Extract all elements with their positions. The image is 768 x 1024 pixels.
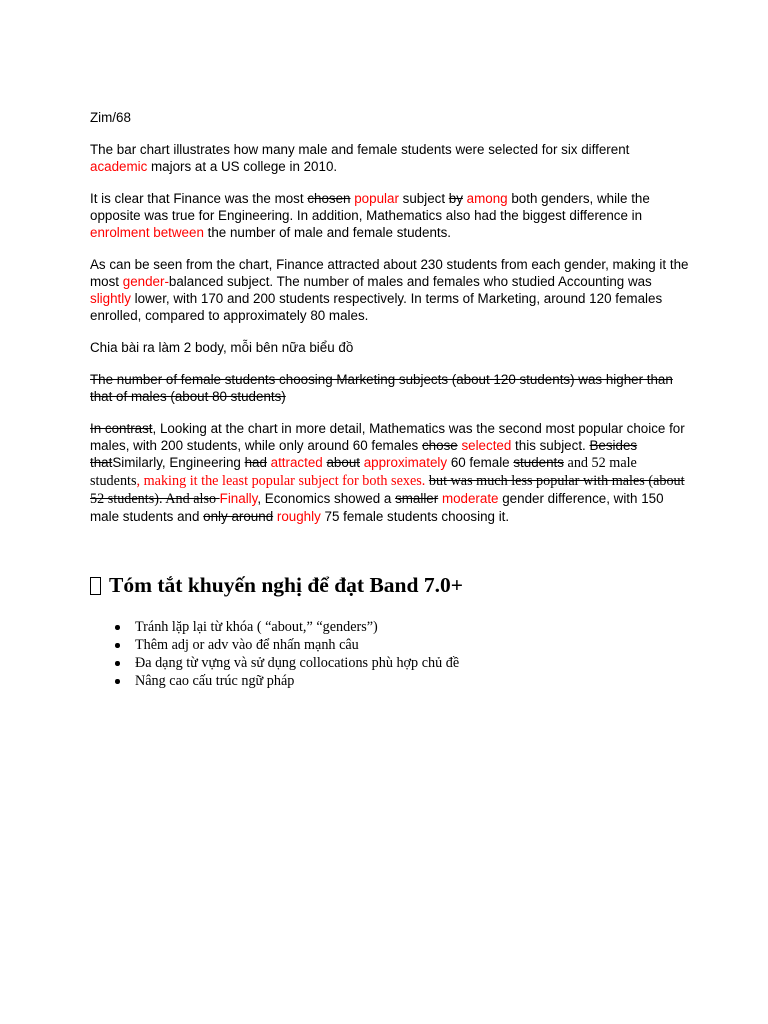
insertion-selected: selected (457, 438, 512, 453)
body2-text: 60 female (447, 455, 514, 470)
list-item: Đa dạng từ vựng và sử dụng collocations phù hợp chủ đề (135, 655, 460, 671)
recommendation-list (135, 618, 459, 690)
body2-text: and 52 male students (90, 455, 637, 489)
deleted-paragraph: The number of female students choosing Marketing subjects (about 120 students) was higher than that of males (about 80 students) (90, 372, 673, 404)
body2-text: gender difference, with 150 male students and (90, 491, 664, 524)
body1-text: As can be seen from the chart, Finance attracted about 230 students from each gender, making it the most (90, 257, 689, 289)
insertion-making-it: , making it the least popular subject for both sexes. (136, 473, 426, 489)
intro-text: The bar chart illustrates how many male and female students were selected for six different (90, 142, 630, 157)
deletion-but-was: but was much less popular with males (about 52 students). And also (90, 473, 685, 507)
overview-text: It is clear that Finance was the most (90, 191, 308, 206)
deletion-about: about (326, 455, 360, 470)
body1-text: balanced subject. The number of males and females who studied Accounting was (168, 274, 652, 289)
insertion-among: among (462, 191, 508, 206)
missing-glyph-icon (90, 577, 101, 595)
list-item: Tránh lặp lại từ khóa ( “about,” “genders”) (135, 618, 459, 636)
deletion-besides-that: Besides that (90, 438, 638, 470)
intro-text-end: majors at a US college in 2010. (147, 159, 338, 174)
overview-text: both genders, while the opposite was true for Engineering. In addition, Mathematics also had the biggest difference in (90, 191, 650, 223)
deletion-chose: chose (421, 438, 458, 453)
insertion-gender: gender- (122, 274, 169, 289)
summary-title-text: Tóm tắt khuyến nghị để đạt Band 7.0+ (109, 573, 463, 597)
body-paragraph-2 (90, 420, 690, 525)
insertion-slightly: slightly (90, 291, 131, 306)
summary-heading (90, 571, 463, 599)
insertion-academic: academic (90, 159, 148, 174)
insertion-attracted: attracted (266, 455, 323, 470)
body2-text: , Looking at the chart in more detail, Mathematics was the second most popular choice for males, with 200 students, while only around 60 females (90, 421, 685, 453)
essay-document (90, 109, 690, 540)
body-paragraph-1 (90, 256, 690, 324)
overview-text: subject (398, 191, 449, 206)
insertion-approximately: approximately (360, 455, 448, 470)
reference-id: Zim/68 (90, 110, 131, 125)
insertion-roughly: roughly (273, 509, 321, 524)
insertion-finally: Finally (219, 491, 258, 506)
deletion-chosen: chosen (307, 191, 351, 206)
reviewer-note: Chia bài ra làm 2 body, mỗi bên nữa biểu đồ (90, 340, 354, 355)
intro-paragraph (90, 141, 690, 175)
overview-paragraph (90, 190, 690, 241)
deletion-by: by (448, 191, 463, 206)
insertion-enrolment: enrolment between (90, 225, 204, 240)
deletion-smaller: smaller (395, 491, 439, 506)
deletion-in-contrast: In contrast (90, 421, 153, 436)
deletion-had: had (244, 455, 267, 470)
insertion-popular: popular (350, 191, 399, 206)
list-item: Thêm adj or adv vào để nhấn mạnh câu (135, 636, 459, 654)
overview-text: the number of male and female students. (203, 225, 452, 240)
body2-text: this subject. (511, 438, 590, 453)
body2-text: Similarly, Engineering (112, 455, 245, 470)
insertion-moderate: moderate (438, 491, 499, 506)
body2-text: , Economics showed a (257, 491, 396, 506)
body1-text: lower, with 170 and 200 students respectively. In terms of Marketing, around 120 females enrolled, compared to approximately 80 males. (90, 291, 663, 323)
deletion-students: students (513, 455, 564, 470)
body2-text: 75 female students choosing it. (320, 509, 510, 524)
list-item: Nâng cao cấu trúc ngữ pháp (135, 672, 459, 690)
deletion-only-around: only around (203, 509, 274, 524)
